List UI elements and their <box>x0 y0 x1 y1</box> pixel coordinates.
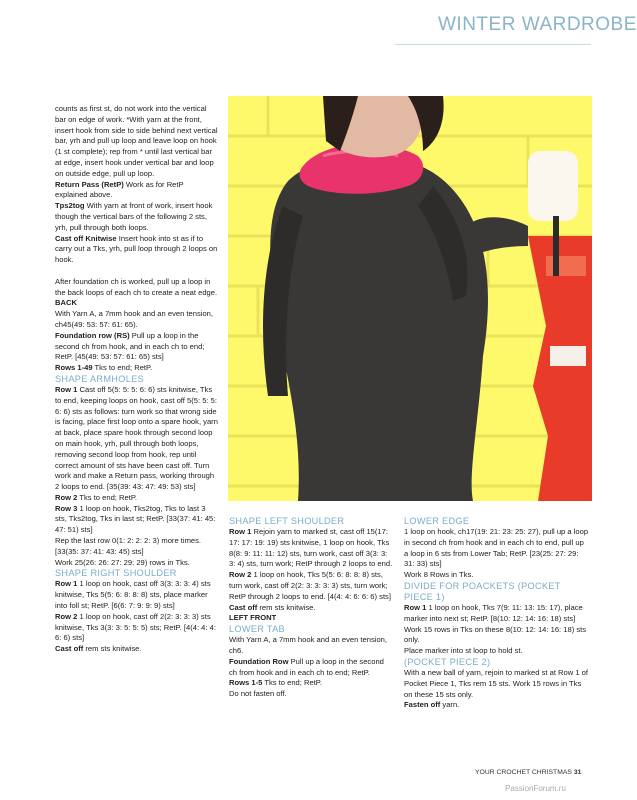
lower-tab-heading: LOWER TAB <box>229 624 285 635</box>
instruction: 1 loop on hook, Tks 7(9: 11: 13: 15: 17), place marker into next st; RetP. [8(10: 12: 14: 16: 18) sts] <box>404 602 583 623</box>
term: Row 1 <box>55 579 78 589</box>
column-1 <box>55 104 218 655</box>
page-footer <box>475 769 581 776</box>
watermark: PassionForum.ru <box>505 784 566 793</box>
definition-retp <box>55 180 218 202</box>
photo-illustration <box>228 96 592 501</box>
page-section-title: WINTER WARDROBE <box>438 14 637 35</box>
term: Rows 1-49 <box>55 363 93 373</box>
rs-row-2 <box>55 612 218 644</box>
term: Row 3 <box>55 503 78 513</box>
term: Return Pass (RetP) <box>55 179 124 189</box>
lt-note: Do not fasten off. <box>229 689 287 699</box>
le-work: Work 8 Rows in Tks. <box>404 570 474 580</box>
dv-work: Work 15 rows in Tks on these 8(10: 12: 14: 16: 18) sts only. <box>404 624 587 645</box>
instruction: Cast off 5(5: 5: 5: 6: 6) sts knitwise, Tks to end, keeping loops on hook, cast off 5(5: 5: 5: 6: 6) sts as follows: turn work so that wrong side is facing, place first loop onto a spare hook, yarn at back, place spare hook through second loop on main hook, yrh, pull through both loops, removing second loop from hook, rep until correct amount of sts have been cast off. Turn work and make a Return pass, working through 2 loops to end. [35(39: 43: 47: 49: 53) sts] <box>55 384 218 492</box>
dv-place: Place marker into st loop to hold st. <box>404 646 523 656</box>
term: Rows 1-5 <box>229 678 263 688</box>
page-number: 31 <box>573 769 582 776</box>
term: Row 2 <box>229 570 252 580</box>
arm-row-1 <box>55 385 218 493</box>
rs-row-1 <box>55 579 218 611</box>
dv-row-1 <box>404 603 590 625</box>
pocket2-heading: (POCKET PIECE 2) <box>404 656 491 667</box>
pk-text: With a new ball of yarn, rejoin to marked st at Row 1 of Pocket Piece 1, Tks rem 15 sts. Work 15 rows in Tks on these 15 sts only. <box>404 667 589 699</box>
intro-text: counts as first st, do not work into the vertical bar on edge of work. *With yarn at the front, insert hook from side to side behind next vertical bar, yrh and pull up loop and leave loop on hook (1 st complete); rep from * until last vertical bar at edge, insert hook under vertical bar and loop on outside edge, pull up loop. <box>55 104 218 178</box>
divide-heading: DIVIDE FOR POACKETS (POCKET PIECE 1) <box>404 580 561 602</box>
instruction: Pull up a loop in the second ch from hook, and in each ch to end; RetP. [45(49: 53: 57: 61: 65) sts] <box>55 330 205 362</box>
instruction: Pull up a loop in the second ch from hook and in each ch to end; RetP. <box>229 656 384 677</box>
term: Fasten off <box>404 700 441 710</box>
column-2 <box>229 513 394 700</box>
armholes-heading: SHAPE ARMHOLES <box>55 373 144 384</box>
instruction: rem sts knitwise. <box>257 602 316 612</box>
foundation-row <box>55 331 218 363</box>
term: Foundation Row <box>229 656 289 666</box>
lt-text: With Yarn A, a 7mm hook and an even tension, ch6. <box>229 635 388 655</box>
ls-row-2 <box>229 570 394 602</box>
definition: Work as for RetP explained above. <box>55 179 184 200</box>
back-text: With Yarn A, a 7mm hook and an even tension, ch45(49: 53: 57: 61: 65). <box>55 309 214 329</box>
le-text: 1 loop on hook, ch17(19: 21: 23: 25: 27), pull up a loop in second ch from hook and in each ch to end, pull up a loop in 6 sts from Lower Tab; RetP. [23(25: 27: 29: 31: 33) sts] <box>404 527 589 569</box>
instruction: Tks to end; RetP. <box>77 492 138 502</box>
column-3 <box>404 513 590 711</box>
header-divider <box>395 44 591 45</box>
ls-castoff <box>229 603 394 614</box>
magazine-name: YOUR CROCHET CHRISTMAS <box>475 769 572 776</box>
term: Tps2tog <box>55 201 85 211</box>
term: Row 1 <box>229 527 252 536</box>
instruction: 1 loop on hook, Tks 5(5: 6: 8: 8: 8) sts, turn work, cast off 2(2: 3: 3: 3: 3) sts, turn work; RetP through 2 loops to end. [4(4: 4: 6: 6: 6) sts] <box>229 570 391 601</box>
pk-fasten <box>404 700 590 711</box>
instruction: Tks to end; RetP. <box>92 363 153 373</box>
term: Row 1 <box>404 602 427 612</box>
arm-row-3 <box>55 504 218 536</box>
term: Foundation row (RS) <box>55 330 130 340</box>
rs-castoff <box>55 644 218 655</box>
ls-row-1 <box>229 527 394 570</box>
arm-work: Work 25(26: 26: 27: 29: 29) rows in Tks. <box>55 557 190 567</box>
instruction: 1 loop on hook, cast off 2(2: 3: 3: 3) sts knitwise, Tks 3(3: 3: 5: 5: 5) sts; RetP. [4(4: 4: 4: 6: 6) sts] <box>55 611 216 643</box>
lt-foundation <box>229 657 394 679</box>
back-heading: BACK <box>55 298 77 308</box>
instruction: yarn. <box>440 700 460 710</box>
definition: With yarn at front of work, insert hook though the vertical bars of the following 2 sts, yrh, pull through both loops. <box>55 201 213 232</box>
rows-1-49 <box>55 363 218 374</box>
term: Cast off Knitwise <box>55 233 117 243</box>
instruction: Tks to end; RetP. <box>262 678 323 688</box>
instruction: 1 loop on hook, cast off 3(3: 3: 3: 4) sts knitwise, Tks 5(5: 6: 8: 8: 8) sts, place marker into foll st; RetP. [6(6: 7: 9: 9: 9) sts] <box>55 579 211 611</box>
after-foundation-text: After foundation ch is worked, pull up a loop in the back loops of each ch to create a neat edge. <box>55 276 218 297</box>
arm-repeat: Rep the last row 0(1: 2: 2: 2: 3) more times. [33(35: 37: 41: 43: 45) sts] <box>55 536 202 556</box>
woman-painting-wall-photo <box>228 96 592 501</box>
lt-rows <box>229 678 394 689</box>
instruction: rem sts knitwise. <box>83 644 142 654</box>
right-shoulder-heading: SHAPE RIGHT SHOULDER <box>55 568 177 579</box>
arm-row-2 <box>55 493 218 504</box>
term: Cast off <box>229 602 258 612</box>
term: Row 2 <box>55 611 78 621</box>
term: Row 1 <box>55 384 78 394</box>
term: Row 2 <box>55 492 78 502</box>
left-front-heading: LEFT FRONT <box>229 613 277 623</box>
lower-edge-heading: LOWER EDGE <box>404 516 470 526</box>
definition: Insert hook into st as if to carry out a Tks, yrh, pull loop through 2 loops on hook. <box>55 233 218 265</box>
definition-castoff <box>55 234 218 266</box>
term: Cast off <box>55 644 84 654</box>
instruction: 1 loop on hook, Tks2tog, Tks to last 3 sts, Tks2tog, Tks in last st; RetP. [33(37: 41: 45: 47: 51) sts] <box>55 503 216 535</box>
left-shoulder-heading: SHAPE LEFT SHOULDER <box>229 516 345 526</box>
definition-tps2tog <box>55 201 218 233</box>
instruction: Rejoin yarn to marked st, cast off 15(17: 17: 17: 19: 19) sts knitwise, 1 loop on hook, Tks 8(8: 9: 11: 11: 12) sts, turn work, cast off 3(3: 3: 3: 4) sts, turn work; RetP through 2 loops to end. <box>229 527 393 569</box>
